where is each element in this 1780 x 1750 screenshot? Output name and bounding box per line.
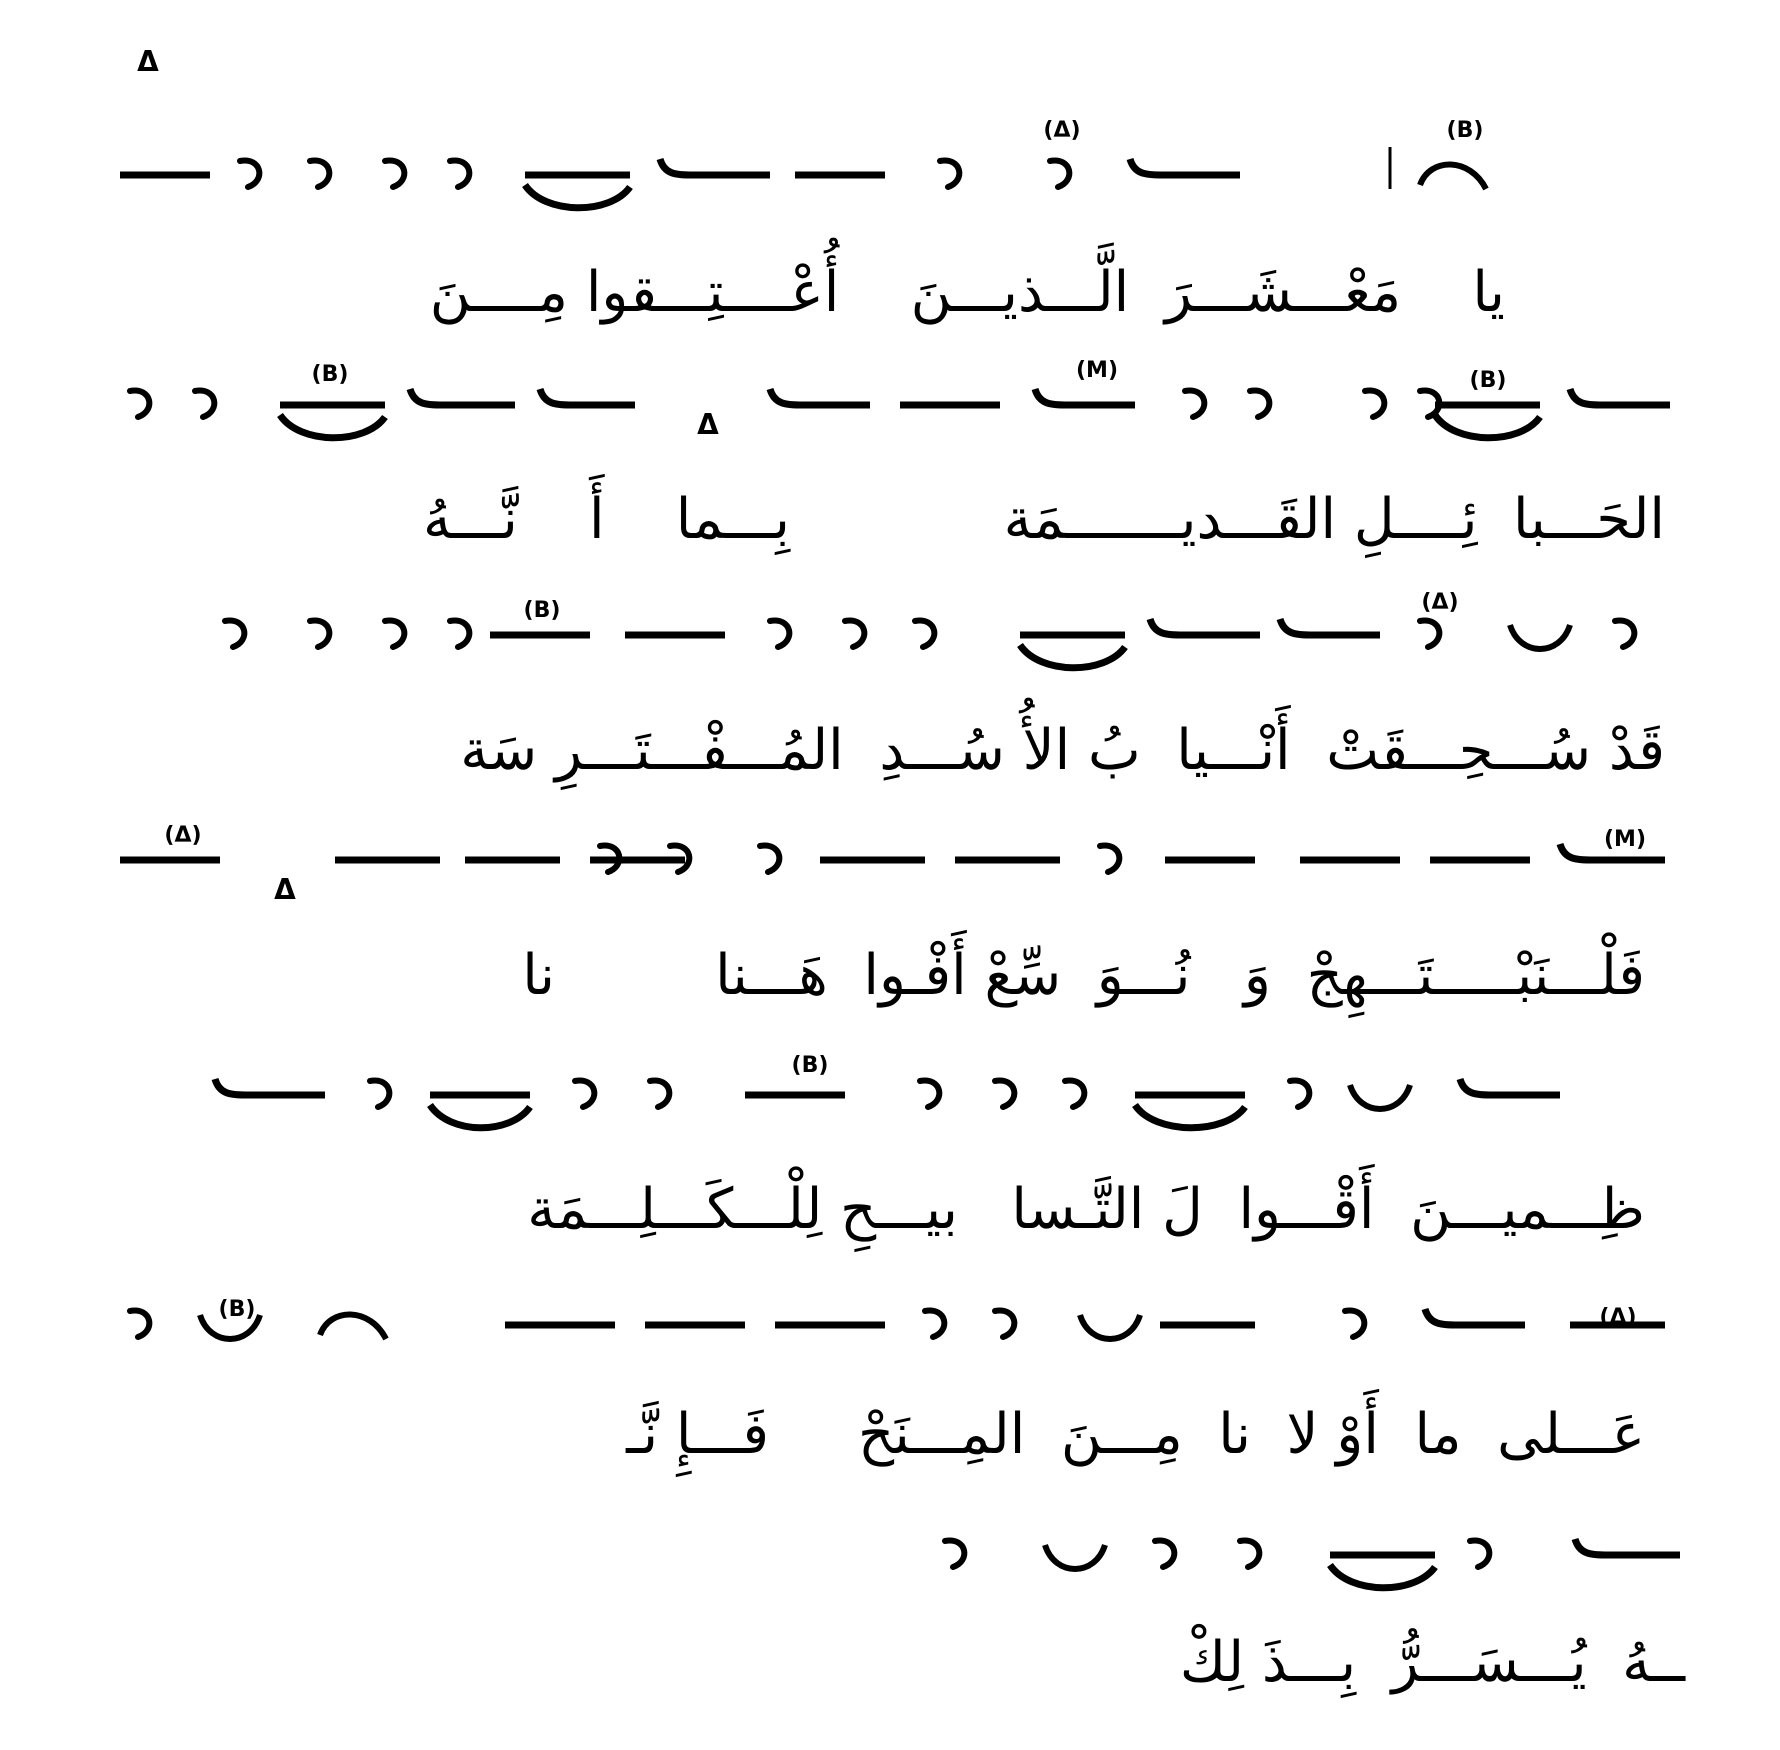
- apostrophos-hook: [370, 1081, 389, 1107]
- apostrophos-hook: [130, 391, 149, 417]
- apostrophos-hook: [845, 621, 864, 647]
- apostrophos-hook: [225, 621, 244, 647]
- kentima-bowl: [1330, 1555, 1435, 1588]
- oligon-hook: [1035, 389, 1135, 405]
- marker-m: (M): [1075, 358, 1119, 383]
- apostrophos-hook: [1250, 391, 1269, 417]
- clef-sign: Δ: [274, 873, 296, 906]
- marker-b: (B): [311, 362, 349, 387]
- kentima-bowl: [430, 1095, 530, 1128]
- marker-b: (B): [523, 598, 561, 623]
- marker-m: (M): [1603, 827, 1647, 852]
- cup-sign: [1080, 1315, 1140, 1339]
- marker-b: (B): [1469, 368, 1507, 393]
- oligon-hook: [1130, 159, 1240, 175]
- apostrophos-hook: [920, 1081, 939, 1107]
- apostrophos-hook: [995, 1311, 1014, 1337]
- apostrophos-hook: [1185, 391, 1204, 417]
- apostrophos-hook: [770, 621, 789, 647]
- apostrophos-hook: [995, 1081, 1014, 1107]
- apostrophos-hook: [1470, 1541, 1489, 1567]
- lyric-line-6: عَـــلى ما أَوْ لا نا مِـــنَ المِـــنَحْ فَـــإِ نَّـ: [626, 1402, 1645, 1467]
- apostrophos-hook: [1065, 1081, 1084, 1107]
- lyric-line-2: الحَـــبا ئِــــلِ القَـــديـــــــمَة بِـــما أَ نَّـــهُ: [422, 487, 1665, 552]
- oligon-hook: [1575, 1539, 1680, 1555]
- marker-b: (B): [1446, 118, 1484, 143]
- apostrophos-hook: [450, 621, 469, 647]
- oligon-hook: [1150, 619, 1260, 635]
- apostrophos-hook: [385, 621, 404, 647]
- apostrophos-hook: [1365, 391, 1384, 417]
- lyric-line-5: ظِـــميـــنَ أَقْـــوا لَ التَّـسا بيـــحِ لِلْـــكَـــلِـــمَة: [527, 1177, 1645, 1242]
- oligon-hook: [540, 389, 635, 405]
- apostrophos-hook: [195, 391, 214, 417]
- apostrophos-hook: [915, 621, 934, 647]
- apostrophos-hook: [1615, 621, 1634, 647]
- clef-sign: Δ: [137, 45, 159, 78]
- apostrophos-hook: [1155, 1541, 1174, 1567]
- apostrophos-hook: [1290, 1081, 1309, 1107]
- apostrophos-hook: [130, 1311, 149, 1337]
- marker-delta: (Δ): [164, 823, 202, 848]
- cup-sign: [1510, 625, 1570, 649]
- apostrophos-hook: [310, 621, 329, 647]
- apostrophos-hook: [310, 161, 329, 187]
- oligon-hook: [1425, 1309, 1525, 1325]
- apostrophos-hook: [1345, 1311, 1364, 1337]
- lyric-line-4: فَلْـــنَبْـــــتَـــهِجْ وَ نُـــوَ سِّعْ أَفْـوا هَـــنا نا: [522, 943, 1645, 1008]
- kentima-bowl: [525, 175, 630, 208]
- apostrophos-hook: [385, 161, 404, 187]
- marker-b: (B): [791, 1053, 829, 1078]
- oligon-hook: [410, 389, 515, 405]
- apostrophos-hook: [760, 846, 779, 872]
- apostrophos-hook: [925, 1311, 944, 1337]
- apostrophos-hook: [575, 1081, 594, 1107]
- arch-sign: [1420, 164, 1486, 189]
- apostrophos-hook: [450, 161, 469, 187]
- lyric-line-7: ــهُ يُـــسَـــرُّ بِـــذَ لِكْ: [1179, 1630, 1685, 1695]
- marker-delta: (Δ): [1043, 118, 1081, 143]
- marker-b: (B): [218, 1297, 256, 1322]
- apostrophos-hook: [1100, 846, 1119, 872]
- marker-delta: (Δ): [1421, 590, 1459, 615]
- arch-sign: [320, 1314, 386, 1339]
- apostrophos-hook: [945, 1541, 964, 1567]
- oligon-hook: [215, 1079, 325, 1095]
- apostrophos-hook: [1240, 1541, 1259, 1567]
- oligon-hook: [1570, 389, 1670, 405]
- lyric-line-3: قَدْ سُـــحِـــقَتْ أَنْـــيا بُ الأُ سُـــدِ المُـــفْـــتَـــرِ سَة: [460, 718, 1665, 783]
- apostrophos-hook: [1050, 161, 1069, 187]
- kentima-bowl: [1135, 1095, 1245, 1128]
- clef-sign: Δ: [697, 408, 719, 441]
- oligon-hook: [1460, 1079, 1560, 1095]
- oligon-hook: [660, 159, 770, 175]
- apostrophos-hook: [650, 1081, 669, 1107]
- apostrophos-hook: [940, 161, 959, 187]
- kentima-bowl: [1435, 405, 1540, 438]
- lyric-line-1: يا مَعْـــشَـــرَ الَّـــذيـــنَ أُعْــــتِـــقوا مِــــنَ: [429, 260, 1505, 325]
- marker-delta: (Δ): [1599, 1305, 1637, 1330]
- apostrophos-hook: [1420, 621, 1439, 647]
- cup-sign: [1350, 1085, 1410, 1109]
- apostrophos-hook: [240, 161, 259, 187]
- oligon-hook: [770, 389, 870, 405]
- kentima-bowl: [280, 405, 385, 438]
- kentima-bowl: [1020, 635, 1125, 668]
- cup-sign: [1045, 1545, 1105, 1569]
- oligon-hook: [1280, 619, 1380, 635]
